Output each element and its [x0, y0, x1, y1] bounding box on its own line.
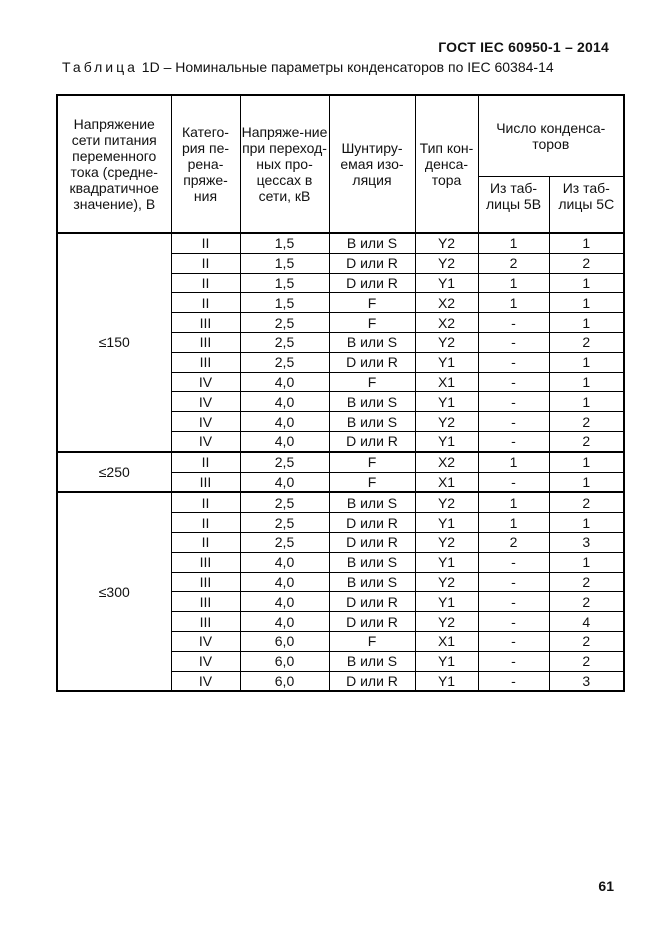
cell-insulation: F — [329, 452, 415, 472]
cell-transient-voltage: 2,5 — [240, 352, 329, 372]
cell-transient-voltage: 1,5 — [240, 273, 329, 293]
cell-insulation: D или R — [329, 352, 415, 372]
cell-count-5c: 2 — [549, 651, 624, 671]
cell-count-5b: 1 — [478, 273, 549, 293]
cell-category: IV — [171, 392, 240, 412]
cell-capacitor-type: Y1 — [415, 431, 478, 451]
cell-category: III — [171, 313, 240, 333]
cell-insulation: D или R — [329, 612, 415, 632]
cell-count-5b: - — [478, 612, 549, 632]
cell-count-5c: 1 — [549, 452, 624, 472]
cell-category: II — [171, 233, 240, 253]
table-row — [57, 492, 624, 512]
cell-capacitor-type: Y1 — [415, 513, 478, 533]
cell-insulation: B или S — [329, 332, 415, 352]
cell-category: II — [171, 492, 240, 512]
cell-category: II — [171, 273, 240, 293]
cell-count-5b: 1 — [478, 492, 549, 512]
cell-transient-voltage: 4,0 — [240, 412, 329, 432]
cell-category: IV — [171, 651, 240, 671]
cell-transient-voltage: 4,0 — [240, 612, 329, 632]
cell-transient-voltage: 4,0 — [240, 472, 329, 492]
header-transient-voltage: Напряже-ние при переход-ных про-цессах в сети, кВ — [240, 95, 329, 233]
cell-capacitor-type: Y2 — [415, 233, 478, 253]
cell-capacitor-type: Y1 — [415, 392, 478, 412]
cell-count-5b: - — [478, 372, 549, 392]
cell-transient-voltage: 1,5 — [240, 253, 329, 273]
cell-insulation: B или S — [329, 392, 415, 412]
cell-voltage-group: ≤150 — [57, 233, 171, 452]
cell-count-5b: - — [478, 592, 549, 612]
cell-count-5c: 2 — [549, 253, 624, 273]
cell-count-5c: 2 — [549, 631, 624, 651]
cell-count-5b: - — [478, 631, 549, 651]
header-count-table-5b: Из таб-лицы 5В — [478, 177, 549, 234]
cell-insulation: D или R — [329, 253, 415, 273]
cell-insulation: D или R — [329, 592, 415, 612]
cell-transient-voltage: 6,0 — [240, 651, 329, 671]
cell-count-5c: 1 — [549, 273, 624, 293]
cell-count-5c: 4 — [549, 612, 624, 632]
cell-category: II — [171, 293, 240, 313]
cell-capacitor-type: Y2 — [415, 253, 478, 273]
table-row — [57, 452, 624, 472]
cell-transient-voltage: 6,0 — [240, 671, 329, 691]
cell-count-5b: 2 — [478, 253, 549, 273]
cell-count-5b: - — [478, 651, 549, 671]
capacitor-parameters-table — [56, 94, 625, 692]
cell-count-5c: 2 — [549, 492, 624, 512]
cell-category: II — [171, 532, 240, 552]
cell-category: III — [171, 472, 240, 492]
cell-count-5c: 1 — [549, 372, 624, 392]
cell-category: IV — [171, 671, 240, 691]
cell-transient-voltage: 2,5 — [240, 513, 329, 533]
cell-count-5c: 2 — [549, 431, 624, 451]
cell-count-5b: - — [478, 572, 549, 592]
cell-count-5b: 1 — [478, 513, 549, 533]
cell-count-5c: 3 — [549, 671, 624, 691]
cell-insulation: F — [329, 313, 415, 333]
cell-count-5b: 1 — [478, 452, 549, 472]
cell-category: III — [171, 332, 240, 352]
cell-count-5c: 2 — [549, 572, 624, 592]
cell-transient-voltage: 2,5 — [240, 313, 329, 333]
cell-insulation: D или R — [329, 513, 415, 533]
cell-count-5b: - — [478, 352, 549, 372]
cell-capacitor-type: Y1 — [415, 592, 478, 612]
cell-insulation: F — [329, 472, 415, 492]
cell-capacitor-type: X1 — [415, 472, 478, 492]
cell-count-5b: 1 — [478, 293, 549, 313]
cell-capacitor-type: Y1 — [415, 273, 478, 293]
table-row — [57, 233, 624, 253]
header-capacitor-count: Число конденса-торов — [478, 95, 624, 177]
cell-count-5b: 2 — [478, 532, 549, 552]
cell-insulation: B или S — [329, 552, 415, 572]
cell-voltage-group: ≤300 — [57, 492, 171, 691]
cell-count-5c: 3 — [549, 532, 624, 552]
cell-transient-voltage: 2,5 — [240, 332, 329, 352]
cell-category: II — [171, 253, 240, 273]
cell-insulation: D или R — [329, 532, 415, 552]
cell-category: II — [171, 452, 240, 472]
cell-insulation: D или R — [329, 431, 415, 451]
cell-count-5b: - — [478, 392, 549, 412]
cell-capacitor-type: X1 — [415, 372, 478, 392]
cell-capacitor-type: Y2 — [415, 492, 478, 512]
cell-transient-voltage: 2,5 — [240, 532, 329, 552]
header-bridged-insulation: Шунтиру-емая изо-ляция — [329, 95, 415, 233]
cell-category: IV — [171, 412, 240, 432]
cell-insulation: B или S — [329, 412, 415, 432]
cell-count-5b: - — [478, 332, 549, 352]
cell-category: III — [171, 552, 240, 572]
page-number: 61 — [598, 878, 614, 894]
cell-transient-voltage: 4,0 — [240, 372, 329, 392]
cell-count-5c: 1 — [549, 392, 624, 412]
cell-insulation: F — [329, 372, 415, 392]
table-word: Таблица — [62, 59, 138, 75]
cell-capacitor-type: Y2 — [415, 332, 478, 352]
cell-transient-voltage: 4,0 — [240, 592, 329, 612]
cell-capacitor-type: Y2 — [415, 612, 478, 632]
cell-count-5c: 1 — [549, 352, 624, 372]
table-body — [57, 233, 624, 691]
cell-transient-voltage: 6,0 — [240, 631, 329, 651]
cell-capacitor-type: X2 — [415, 313, 478, 333]
cell-capacitor-type: Y1 — [415, 671, 478, 691]
cell-count-5c: 1 — [549, 472, 624, 492]
table-caption — [62, 59, 622, 75]
cell-capacitor-type: Y2 — [415, 572, 478, 592]
document-code: ГОСТ IEC 60950-1 – 2014 — [438, 39, 609, 55]
cell-insulation: B или S — [329, 572, 415, 592]
cell-insulation: B или S — [329, 651, 415, 671]
cell-capacitor-type: Y1 — [415, 552, 478, 572]
cell-insulation: D или R — [329, 273, 415, 293]
header-capacitor-type: Тип кон-денса-тора — [415, 95, 478, 233]
cell-count-5b: 1 — [478, 233, 549, 253]
cell-category: III — [171, 572, 240, 592]
cell-count-5b: - — [478, 313, 549, 333]
header-voltage: Напряжение сети питания переменного тока (средне-квадратичное значение), В — [57, 95, 171, 233]
cell-count-5c: 1 — [549, 233, 624, 253]
cell-category: III — [171, 352, 240, 372]
cell-count-5c: 1 — [549, 552, 624, 572]
cell-count-5b: - — [478, 412, 549, 432]
cell-capacitor-type: Y2 — [415, 532, 478, 552]
cell-count-5c: 1 — [549, 513, 624, 533]
cell-transient-voltage: 4,0 — [240, 552, 329, 572]
cell-count-5c: 1 — [549, 293, 624, 313]
cell-capacitor-type: X1 — [415, 631, 478, 651]
cell-insulation: F — [329, 631, 415, 651]
cell-category: II — [171, 513, 240, 533]
cell-insulation: F — [329, 293, 415, 313]
cell-voltage-group: ≤250 — [57, 452, 171, 493]
cell-category: IV — [171, 372, 240, 392]
cell-count-5c: 1 — [549, 313, 624, 333]
cell-transient-voltage: 4,0 — [240, 431, 329, 451]
cell-transient-voltage: 4,0 — [240, 392, 329, 412]
cell-count-5c: 2 — [549, 592, 624, 612]
cell-capacitor-type: X2 — [415, 293, 478, 313]
cell-category: IV — [171, 431, 240, 451]
header-overvoltage-category: Катего-рия пе-рена-пряже-ния — [171, 95, 240, 233]
cell-count-5c: 2 — [549, 412, 624, 432]
cell-transient-voltage: 1,5 — [240, 233, 329, 253]
cell-count-5b: - — [478, 472, 549, 492]
cell-insulation: D или R — [329, 671, 415, 691]
cell-category: III — [171, 612, 240, 632]
cell-insulation: B или S — [329, 233, 415, 253]
table-caption-text: 1D – Номинальные параметры конденсаторов по IEC 60384-14 — [137, 59, 554, 75]
cell-transient-voltage: 4,0 — [240, 572, 329, 592]
cell-capacitor-type: Y1 — [415, 352, 478, 372]
cell-transient-voltage: 1,5 — [240, 293, 329, 313]
cell-capacitor-type: Y2 — [415, 412, 478, 432]
cell-count-5b: - — [478, 552, 549, 572]
cell-category: III — [171, 592, 240, 612]
cell-transient-voltage: 2,5 — [240, 452, 329, 472]
cell-insulation: B или S — [329, 492, 415, 512]
cell-count-5c: 2 — [549, 332, 624, 352]
cell-count-5b: - — [478, 671, 549, 691]
header-count-table-5c: Из таб-лицы 5С — [549, 177, 624, 234]
cell-count-5b: - — [478, 431, 549, 451]
cell-transient-voltage: 2,5 — [240, 492, 329, 512]
cell-capacitor-type: X2 — [415, 452, 478, 472]
cell-category: IV — [171, 631, 240, 651]
cell-capacitor-type: Y1 — [415, 651, 478, 671]
